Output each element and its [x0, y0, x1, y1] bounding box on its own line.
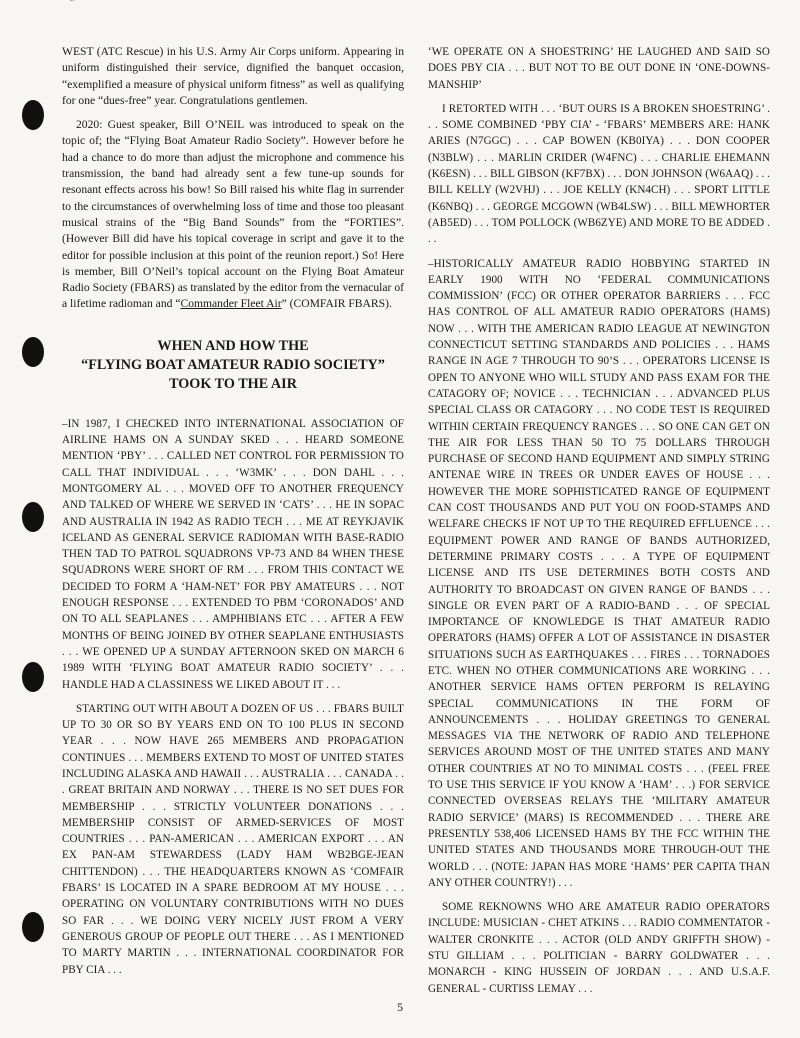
heading-line-3: TOOK TO THE AIR: [169, 375, 297, 392]
left-paragraph-1: WEST (ATC Rescue) in his U.S. Army Air Corps uniform. Appearing in uniform distinguished their service, dignified the banquet occasion, “exemplified a measure of physical uniform fitness” as well as qualifying for one “dues-free” year. Congratulations gentlemen.: [62, 45, 404, 107]
scan-artifact-line: [70, 0, 132, 15]
binder-hole-1: [22, 100, 44, 130]
left-paragraph-3: –IN 1987, I CHECKED INTO INTERNATIONAL ASSOCIATION OF AIRLINE HAMS ON A SUNDAY SKED . . . HEARD SOMEONE MENTION ‘PBY’ . . . CALLED NET CONTROL FOR PERMISSION TO CALL THAT INDIVIDUAL . . . ‘W3MK’ . . . DON DAHL . . . MONTGOMERY AL . . . MOVED OFF TO ANOTHER FREQUENCY AND TALKED OF WHERE WE SERVED IN ‘CATS’ . . . HE IN SOPAC AND AUSTRALIA IN 1942 AS RADIO TECH . . . ME AT REYKJAVIK ICELAND AS GENERAL SERVICE RADIOMAN WITH BASE-RADIO THEN TAD TO PATROL SQUADRONS VP-73 AND 84 WHEN THESE SQUADRONS WERE SHORT OF RM . . . FROM THIS CONTACT WE DECIDED TO FORM A ‘HAM-NET’ FOR PBY AMATEURS . . . NOT ENOUGH RESPONSE . . . EXTENDED TO PBM ‘CORONADOS’ AND ON TO ALL SEAPLANES . . . AMPHIBIANS ETC . . . AFTER A FEW MONTHS OF BEING JOINED BY OTHER SEAPLANE ENTHUSIASTS . . . WE OPENED UP A SUNDAY AFTERNOON SKED ON MARCH 6 1989 WITH ‘FLYING BOAT AMATEUR RADIO SOCIETY’ . . . HANDLE HAD A CLASSINESS WE LIKED ABOUT IT . . .: [62, 417, 404, 691]
left-column: [62, 44, 404, 986]
left-paragraph-4: STARTING OUT WITH ABOUT A DOZEN OF US . . . FBARS BUILT UP TO 30 OR SO BY YEARS END ON TO 100 PLUS IN SECOND YEAR . . . NOW HAVE 265 MEMBERS AND PROPAGATION CONTINUES . . . MEMBERS EXTEND TO MOST OF UNITED STATES INCLUDING ALASKA AND HAWAII . . . AUSTRALIA . . . CANADA . . . GREAT BRITAIN AND NORWAY . . . THERE IS NO SET DUES FOR MEMBERSHIP . . . STRICTLY VOLUNTEER DONATIONS . . . MEMBERSHIP CONSIST OF ARMED-SERVICES OF MOST COUNTRIES . . . PAN-AMERICAN . . . AMERICAN EXPORT . . . AN EX PAN-AM STEWARDESS (LADY HAM WB2BGE-JEAN CHITTENDON) . . . THE HEADQUARTERS KNOWN AS ‘COMFAIR FBARS’ IS LOCATED IN A SPARE BEDROOM AT MY HOUSE . . . OPERATING ON VOLUNTARY CONTRIBUTIONS WITH NO DUES SO FAR . . . WE DOING VERY NICELY JUST FROM A VERY GENEROUS GROUP OF PEOPLE OUT THERE . . . AS I MENTIONED TO MARTY MARTIN . . . INTERNATIONAL COORDINATOR FOR PBY CIA . . .: [62, 702, 404, 976]
binder-hole-5: [22, 912, 44, 942]
right-paragraph-2: I RETORTED WITH . . . ‘BUT OURS IS A BROKEN SHOESTRING’ . . . SOME COMBINED ‘PBY CIA’ - ‘FBARS’ MEMBERS ARE: HANK ARIES (N7GGC) . . . CAP BOWEN (KB0IYA) . . . DON COOPER (N3BLW) . . . MARLIN CRIDER (W4FNC) . . . CHARLIE EHEMANN (K6ESN) . . . BILL GIBSON (KF7BX) . . . DON JOHNSON (W6AAQ) . . . BILL KELLY (W2VHJ) . . . JOE KELLY (KN4CH) . . . SPORT LITTLE (K6NBQ) . . . GEORGE MCGOWN (WB4LSW) . . . BILL MEWHORTER (AB5ED) . . . TOM POLLOCK (WB6ZYE) AND MORE TO BE ADDED . . .: [428, 102, 770, 246]
left-paragraph-2-text-a: 2020: Guest speaker, Bill O’NEIL was introduced to speak on the topic of; the “Flying Boat Amateur Radio Society”. However before he had a chance to do more than adjust the microphone and commence his transmission, the band had already sent a few tune-up sounds for resonant effects across his bow! So Bill raised his white flag in surrender to the circumstances of overwhelming loss of time and those too pleasant musical strains of the “Big Band Sounds” from the “FORTIES”. (However Bill did have his topical coverage in script and gave it to the editor for possible inclusion at this point of the reunion report.) So! Here is member, Bill O’Neil’s topical account on the Flying Boat Amateur Radio Society (FBARS) as translated by the editor from the vernacular of a lifetime radioman and “: [62, 118, 404, 311]
heading-line-2: “FLYING BOAT AMATEUR RADIO SOCIETY”: [81, 356, 385, 373]
binder-hole-3: [22, 502, 44, 532]
left-paragraph-2: [62, 117, 404, 313]
right-paragraph-1: ‘WE OPERATE ON A SHOESTRING’ HE LAUGHED AND SAID SO DOES PBY CIA . . . BUT NOT TO BE OUT DONE IN ‘ONE-DOWNS-MANSHIP’: [428, 46, 770, 91]
left-paragraph-2-text-b: ” (COMFAIR FBARS).: [281, 297, 392, 311]
page-number: 5: [397, 1000, 403, 1014]
right-paragraph-3: –HISTORICALLY AMATEUR RADIO HOBBYING STARTED IN EARLY 1900 WITH NO ‘FEDERAL COMMUNICATIONS COMMISSION’ (FCC) OR OTHER OPERATOR BARRIERS . . . FCC HAS CONTROL OF ALL AMATEUR RADIO OPERATORS (HAMS) NOW . . . WITH THE AMERICAN RADIO LEAGUE AT NEWINGTON CONNECTICUT SETTING STANDARDS AND POLICIES . . . HAMS RANGE IN AGE 7 THROUGH TO 90’S . . . OPERATORS LICENSE IS OPEN TO ANYONE WHO WILL STUDY AND PASS EXAM FOR THE CATAGORY OF; NOVICE . . . TECHNICIAN . . . ADVANCED PLUS SPECIAL CLASS OR CATAGORY . . . NO CODE TEST IS REQUIRED WITHIN CERTAIN FREQUENCY RANGES . . . SO ONE CAN GET ON THE AIR FOR LESS THAN 50 TO 75 DOLLARS THROUGH PURCHASE OF SECOND HAND EQUIPMENT AND SIMPLY STRING ANTENAE WIRE IN TREES OR UNDER EAVES OF HOUSE . . . HOWEVER THE MORE SOPHISTICATED RANGE OF EQUIPMENT CAN COST THOUSANDS AND PUT YOU ON FOOD-STAMPS AND WELFARE CHECKS IF NOT UP TO THE REQUIRED EFFLUENCE . . . EQUIPMENT POWER AND RANGE OF BANDS AUTHORIZED, DETERMINE PRIMARY COSTS . . . A TYPE OF EQUIPMENT LICENSE AND ITS USE DETERMINES BOTH COSTS AND AUTHORITY TO BROADCAST ON GIVEN RANGE OF BANDS . . . SINGLE OR EVEN PART OF A RADIO-BAND . . . OF SPECIAL IMPORTANCE OF KNOWLEDGE IS THAT AMATEUR RADIO OPERATORS (HAMS) OFFER A LOT OF ASSISTANCE IN DISASTER SITUATIONS SUCH AS EARTHQUAKES . . . FIRES . . . TORNADOES ETC. WHEN NO OTHER COMMUNICATIONS ARE WORKING . . . ANOTHER SERVICE HAMS OFTEN PERFORM IS RELAYING SPECIAL COMMUNICATIONS IN THE FORM OF ANNOUNCEMENTS . . . HOLIDAY GREETINGS TO GENERAL MESSAGES VIA THE NETWORK OF RADIO AND TELEPHONE SERVICES AROUND MOST OF THE UNITED STATES AND MANY OTHER COUNTRIES AT NO TO MINIMAL COSTS . . . (FEEL FREE TO USE THIS SERVICE IF YOU KNOW A ‘HAM’ . . .) FOR SERVICE CONNECTED OVERSEAS RELAYS THE ‘MILITARY AMATEUR RADIO SERVICE’ (MARS) IS RECOMMENDED . . . THERE ARE PRESENTLY 538,406 LICENSED HAMS BY THE FCC WITHIN THE UNITED STATES AND THOUSANDS MORE THROUGH-OUT THE WORLD . . . (NOTE: JAPAN HAS MORE ‘HAMS’ PER CAPITA THAN ANY OTHER COUNTRY!) . . .: [428, 257, 770, 889]
right-paragraph-4: SOME REKNOWNS WHO ARE AMATEUR RADIO OPERATORS INCLUDE: MUSICIAN - CHET ATKINS . . . RADIO COMMENTATOR - WALTER CRONKITE . . . ACTOR (OLD ANDY GRIFFTH SHOW) - STU GILLIAM . . . POLITICIAN - BARRY GOLDWATER . . . MONARCH - KING HUSSEIN OF JORDAN . . . AND U.S.A.F. GENERAL - CURTISS LEMAY . . .: [428, 901, 770, 995]
right-column: [428, 44, 770, 1005]
binder-hole-2: [22, 337, 44, 367]
heading-line-1: WHEN AND HOW THE: [157, 337, 309, 354]
commander-fleet-air-underlined: Commander Fleet Air: [180, 297, 282, 311]
binder-hole-4: [22, 662, 44, 692]
section-heading: [62, 337, 404, 394]
